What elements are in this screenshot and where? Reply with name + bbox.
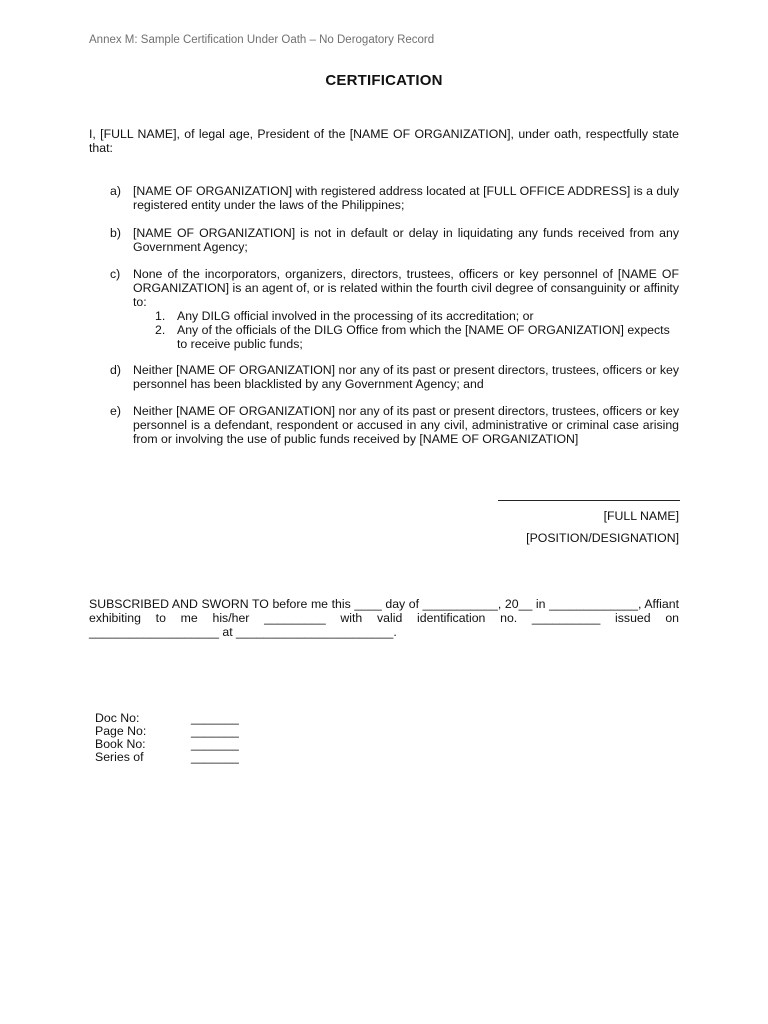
notary-blank: _______ [191, 737, 239, 751]
sub-item-1 [133, 309, 679, 323]
sub-item-text: Any of the officials of the DILG Office from which the [NAME OF ORGANIZATION] expects to receive public funds; [177, 323, 670, 351]
notary-blank: _______ [191, 750, 239, 764]
list-item-e [89, 404, 679, 446]
signatory-position: [POSITION/DESIGNATION] [526, 531, 679, 545]
item-letter: d) [110, 363, 121, 377]
item-text: None of the incorporators, organizers, directors, trustees, officers or key personnel of [NAME OF ORGANIZATION] is an agent of, or is related within the fourth civil degree of consanguinity or affinity to: [133, 267, 679, 309]
item-text: Neither [NAME OF ORGANIZATION] nor any of its past or present directors, trustees, officers or key personnel is a defendant, respondent or accused in any civil, administrative or criminal case arising from or involving the use of public funds received by [NAME OF ORGANIZATION] [133, 404, 679, 446]
sub-item-text: Any DILG official involved in the processing of its accreditation; or [177, 309, 534, 323]
notary-label: Page No: [95, 724, 147, 738]
notary-blank: _______ [191, 711, 239, 725]
item-letter: a) [110, 184, 121, 198]
item-text: [NAME OF ORGANIZATION] with registered address located at [FULL OFFICE ADDRESS] is a duly registered entity under the laws of the Philippines; [133, 184, 679, 212]
page-title: CERTIFICATION [325, 72, 443, 89]
intro-paragraph: I, [FULL NAME], of legal age, President of the [NAME OF ORGANIZATION], under oath, respectfully state that: [89, 127, 679, 155]
item-text: [NAME OF ORGANIZATION] is not in default or delay in liquidating any funds received from any Government Agency; [133, 226, 679, 254]
item-letter: b) [110, 226, 121, 240]
list-item-c [89, 267, 679, 351]
jurat-paragraph: SUBSCRIBED AND SWORN TO before me this ____ day of ___________, 20__ in _____________, Affiant exhibiting to me his/her _________ with valid identification no. __________ issued on ___________________ at _______________________. [89, 597, 679, 639]
header-note: Annex M: Sample Certification Under Oath – No Derogatory Record [89, 34, 435, 46]
list-item-b [89, 226, 679, 254]
notary-row-doc [95, 711, 239, 724]
notary-label: Doc No: [95, 711, 140, 725]
item-letter: e) [110, 404, 121, 418]
item-text: Neither [NAME OF ORGANIZATION] nor any of its past or present directors, trustees, officers or key personnel has been blacklisted by any Government Agency; and [133, 363, 679, 391]
sub-item-2 [133, 323, 679, 351]
signature-line [498, 500, 680, 501]
notary-label: Series of [95, 750, 144, 764]
signatory-name: [FULL NAME] [603, 509, 679, 523]
notary-label: Book No: [95, 737, 146, 751]
notary-row-page [95, 724, 239, 737]
sub-item-number: 2. [155, 323, 166, 337]
notary-row-book [95, 737, 239, 750]
notary-row-series [95, 750, 239, 763]
item-letter: c) [110, 267, 121, 281]
list-item-a [89, 184, 679, 212]
list-item-d [89, 363, 679, 391]
notary-blank: _______ [191, 724, 239, 738]
sub-item-number: 1. [155, 309, 166, 323]
notary-block [95, 711, 239, 763]
